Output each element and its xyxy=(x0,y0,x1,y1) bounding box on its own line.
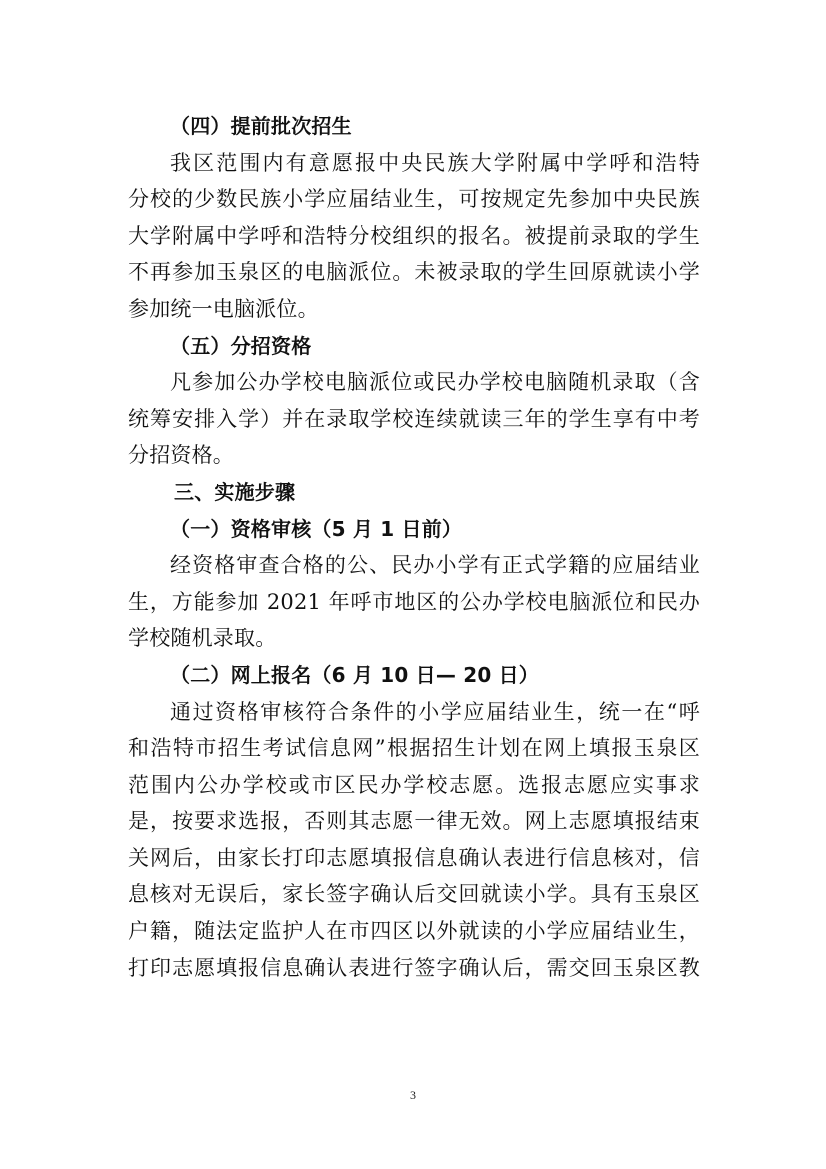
paragraph-line: 和浩特市招生考试信息网”根据招生计划在网上填报玉泉区 xyxy=(128,736,700,761)
paragraph-line: 打印志愿填报信息确认表进行签字确认后，需交回玉泉区教 xyxy=(128,955,700,980)
paragraph-line: 学校随机录取。 xyxy=(128,626,277,651)
document-body xyxy=(128,108,700,986)
section-heading-5: （五）分招资格 xyxy=(170,333,312,358)
paragraph-line: 不再参加玉泉区的电脑派位。未被录取的学生回原就读小学 xyxy=(128,260,700,285)
paragraph-line: 大学附属中学呼和浩特分校组织的报名。被提前录取的学生 xyxy=(128,223,700,248)
paragraph-line: 分校的少数民族小学应届结业生，可按规定先参加中央民族 xyxy=(128,187,700,212)
section-heading-1: （一）资格审核（5 月 1 日前） xyxy=(170,516,463,541)
paragraph-line: 经资格审查合格的公、民办小学有正式学籍的应届结业 xyxy=(170,553,700,578)
paragraph-line: 参加统一电脑派位。 xyxy=(128,296,319,321)
paragraph-line: 是，按要求选报，否则其志愿一律无效。网上志愿填报结束 xyxy=(128,809,700,834)
paragraph-line: 分招资格。 xyxy=(128,443,234,468)
page-number: 3 xyxy=(410,1088,416,1102)
paragraph-line: 统筹安排入学）并在录取学校连续就读三年的学生享有中考 xyxy=(128,406,700,431)
section-heading-2: （二）网上报名（6 月 10 日— 20 日） xyxy=(170,662,539,687)
paragraph-line: 户籍，随法定监护人在市四区以外就读的小学应届结业生， xyxy=(128,919,700,944)
paragraph-line: 通过资格审核符合条件的小学应届结业生，统一在“呼 xyxy=(170,699,700,724)
paragraph-line: 关网后，由家长打印志愿填报信息确认表进行信息核对，信 xyxy=(128,845,700,870)
paragraph-line: 范围内公办学校或市区民办学校志愿。选报志愿应实事求 xyxy=(128,772,700,797)
chapter-heading-3: 三、实施步骤 xyxy=(174,479,296,504)
paragraph-line: 我区范围内有意愿报中央民族大学附属中学呼和浩特 xyxy=(170,150,700,175)
paragraph-line: 息核对无误后，家长签字确认后交回就读小学。具有玉泉区 xyxy=(128,882,700,907)
section-heading-4: （四）提前批次招生 xyxy=(170,114,352,138)
paragraph-line: 生，方能参加 2021 年呼市地区的公办学校电脑派位和民办 xyxy=(128,589,700,614)
paragraph-line: 凡参加公办学校电脑派位或民办学校电脑随机录取（含 xyxy=(170,370,700,395)
